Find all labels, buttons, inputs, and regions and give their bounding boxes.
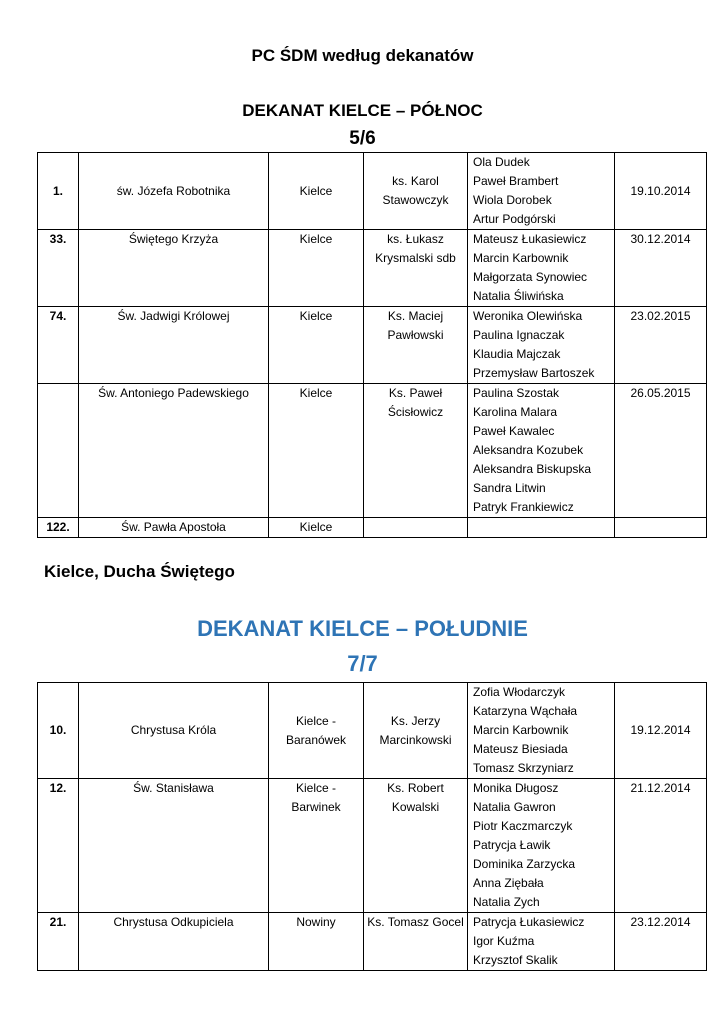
table-row [38, 683, 707, 779]
participant-name: Weronika Olewińska [473, 309, 583, 323]
participant-name: Anna Ziębała [473, 876, 544, 890]
participant-name: Aleksandra Kozubek [473, 443, 584, 457]
table-row [38, 307, 707, 384]
town-name: Kielce [269, 384, 364, 518]
participant-name: Wiola Dorobek [473, 193, 552, 207]
parish-number [38, 384, 79, 518]
participant-name: Artur Podgórski [473, 212, 556, 226]
participants-list [468, 518, 615, 538]
participant-name: Dominika Zarzycka [473, 857, 576, 871]
priest-name: Ks. Maciej Pawłowski [364, 307, 468, 384]
participant-name: Ola Dudek [473, 155, 530, 169]
participant-name: Paweł Kawalec [473, 424, 555, 438]
south-table-body [38, 683, 707, 971]
town-name: Kielce [269, 307, 364, 384]
participants-list [468, 913, 615, 971]
deanery-south-ratio: 7/7 [347, 651, 378, 676]
visit-date: 26.05.2015 [615, 384, 707, 518]
participant-name: Zofia Włodarczyk [473, 685, 566, 699]
participant-name: Patryk Frankiewicz [473, 500, 574, 514]
participant-name: Marcin Karbownik [473, 251, 569, 265]
priest-name: ks. Łukasz Krysmalski sdb [364, 230, 468, 307]
visit-date [615, 518, 707, 538]
north-parish-table [37, 152, 707, 538]
participant-name: Aleksandra Biskupska [473, 462, 592, 476]
participant-name: Mateusz Biesiada [473, 742, 568, 756]
visit-date: 23.12.2014 [615, 913, 707, 971]
priest-name: Ks. Jerzy Marcinkowski [364, 683, 468, 779]
table-row [38, 384, 707, 518]
table-row [38, 913, 707, 971]
parish-name: Św. Antoniego Padewskiego [79, 384, 269, 518]
visit-date: 21.12.2014 [615, 779, 707, 913]
participant-name: Patrycja Łukasiewicz [473, 915, 585, 929]
priest-name: ks. Karol Stawowczyk [364, 153, 468, 230]
participants-list [468, 230, 615, 307]
parish-number: 122. [38, 518, 79, 538]
participant-name: Paulina Ignaczak [473, 328, 565, 342]
table-row [38, 779, 707, 913]
participant-name: Małgorzata Synowiec [473, 270, 588, 284]
participant-name: Sandra Litwin [473, 481, 546, 495]
priest-name [364, 518, 468, 538]
visit-date: 30.12.2014 [615, 230, 707, 307]
participant-name: Patrycja Ławik [473, 838, 551, 852]
participant-name: Przemysław Bartoszek [473, 366, 595, 380]
participants-list [468, 307, 615, 384]
north-table-body [38, 153, 707, 538]
page-title: PC ŚDM według dekanatów [251, 46, 474, 65]
town-name: Nowiny [269, 913, 364, 971]
priest-name: Ks. Paweł Ścisłowicz [364, 384, 468, 518]
parish-name: Św. Stanisława [79, 779, 269, 913]
visit-date: 23.02.2015 [615, 307, 707, 384]
parish-number: 12. [38, 779, 79, 913]
participants-list [468, 384, 615, 518]
participant-name: Marcin Karbownik [473, 723, 569, 737]
parish-number: 10. [38, 683, 79, 779]
participant-name: Natalia Śliwińska [473, 289, 564, 303]
parish-name: Św. Pawła Apostoła [79, 518, 269, 538]
table-row [38, 518, 707, 538]
parish-number: 21. [38, 913, 79, 971]
participant-name: Tomasz Skrzyniarz [473, 761, 574, 775]
participant-name: Paulina Szostak [473, 386, 560, 400]
parish-name: św. Józefa Robotnika [79, 153, 269, 230]
deanery-south-heading: DEKANAT KIELCE – POŁUDNIE [197, 616, 528, 641]
participants-list [468, 153, 615, 230]
participant-name: Klaudia Majczak [473, 347, 561, 361]
deanery-north-heading: DEKANAT KIELCE – PÓŁNOC [242, 101, 483, 120]
participant-name: Piotr Kaczmarczyk [473, 819, 573, 833]
participant-name: Natalia Zych [473, 895, 540, 909]
parish-name: Świętego Krzyża [79, 230, 269, 307]
parish-name: Chrystusa Króla [79, 683, 269, 779]
south-parish-table [37, 682, 707, 971]
priest-name: Ks. Robert Kowalski [364, 779, 468, 913]
parish-name: Św. Jadwigi Królowej [79, 307, 269, 384]
participant-name: Paweł Brambert [473, 174, 559, 188]
parish-name: Chrystusa Odkupiciela [79, 913, 269, 971]
note-text: Kielce, Ducha Świętego [44, 562, 235, 581]
participants-list [468, 779, 615, 913]
parish-number: 33. [38, 230, 79, 307]
parish-number: 74. [38, 307, 79, 384]
priest-name: Ks. Tomasz Gocel [364, 913, 468, 971]
town-name: Kielce [269, 518, 364, 538]
town-name: Kielce [269, 153, 364, 230]
participant-name: Mateusz Łukasiewicz [473, 232, 587, 246]
table-row [38, 153, 707, 230]
participant-name: Igor Kuźma [473, 934, 535, 948]
visit-date: 19.12.2014 [615, 683, 707, 779]
town-name: Kielce - Baranówek [269, 683, 364, 779]
participant-name: Monika Długosz [473, 781, 559, 795]
parish-number: 1. [38, 153, 79, 230]
participant-name: Natalia Gawron [473, 800, 556, 814]
deanery-north-ratio: 5/6 [349, 128, 376, 149]
town-name: Kielce [269, 230, 364, 307]
participants-list [468, 683, 615, 779]
participant-name: Krzysztof Skalik [473, 953, 558, 967]
visit-date: 19.10.2014 [615, 153, 707, 230]
table-row [38, 230, 707, 307]
town-name: Kielce - Barwinek [269, 779, 364, 913]
participant-name: Karolina Malara [473, 405, 558, 419]
participant-name: Katarzyna Wąchała [473, 704, 578, 718]
